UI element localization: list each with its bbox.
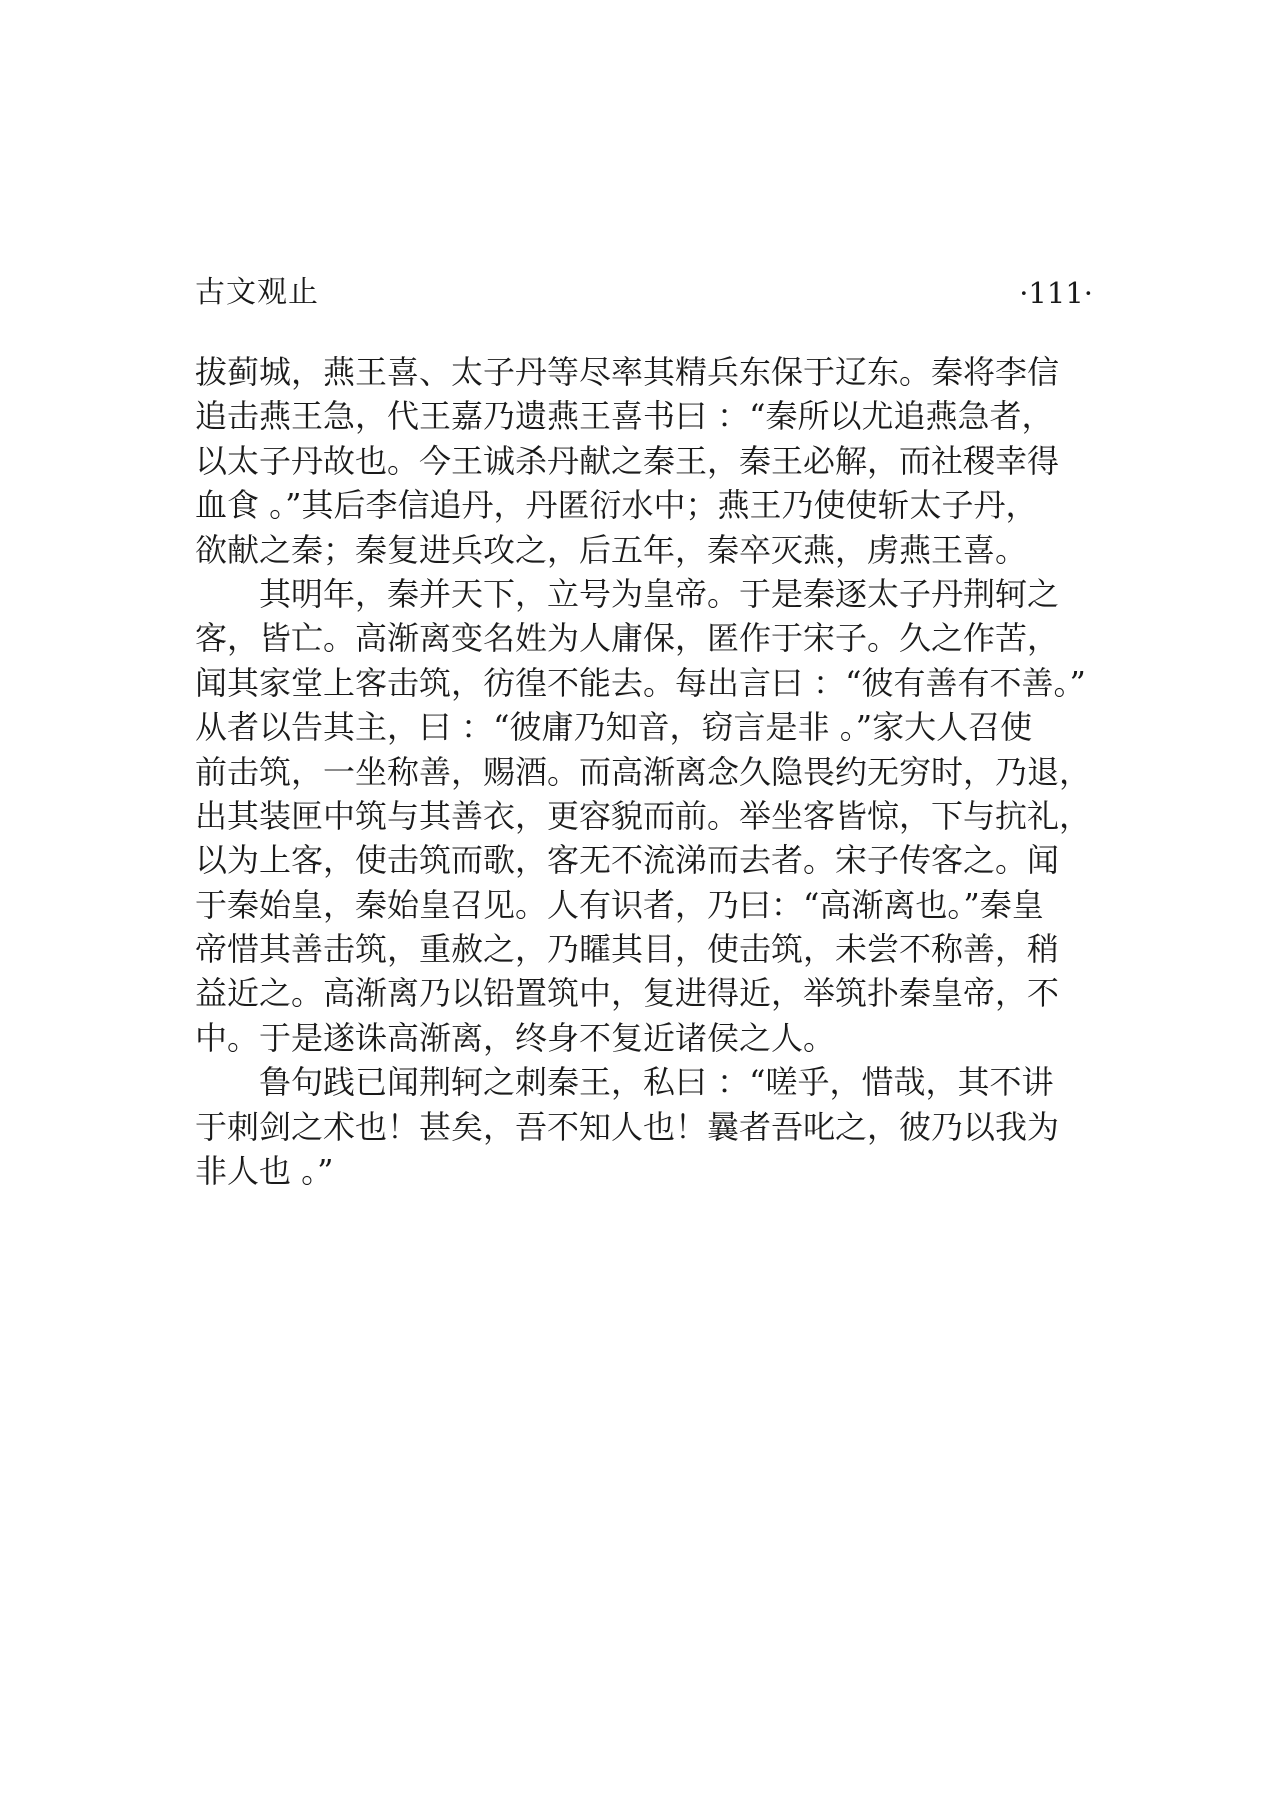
body-text [195, 350, 1135, 1193]
paragraph-start-line: 其明年，秦并天下，立号为皇帝。于是秦逐太子丹荆轲之 [195, 574, 1060, 613]
text-line: 中。于是遂诛高渐离，终身不复近诸侯之人。 [195, 1018, 836, 1057]
text-line: 欲献之秦；秦复进兵攻之，后五年，秦卒灭燕，虏燕王喜。 [195, 530, 1028, 569]
text-line: 以太子丹故也。今王诚杀丹献之秦王，秦王必解，而社稷幸得 [195, 441, 1060, 480]
paragraph-start-line: 鲁句践已闻荆轲之刺秦王，私曰 ：“嗟乎，惜哉，其不讲 [195, 1063, 1054, 1102]
text-line: 客，皆亡。高渐离变名姓为人庸保，匿作于宋子。久之作苦， [195, 619, 1060, 658]
text-line: 追击燕王急，代王嘉乃遗燕王喜书曰 ：“秦所以尤追燕急者， [195, 397, 1054, 436]
text-line: 闻其家堂上客击筑，彷徨不能去。每出言曰 ：“彼有善有不善。” [195, 663, 1086, 702]
text-line: 益近之。高渐离乃以铅置筑中，复进得近，举筑扑秦皇帝，不 [195, 974, 1060, 1013]
text-line: 以为上客，使击筑而歌，客无不流涕而去者。宋子传客之。闻 [195, 841, 1060, 880]
text-line: 从者以告其主，曰 ：“彼庸乃知音，窃言是非 。”家大人召使 [195, 708, 1033, 747]
text-line: 于刺剑之术也！甚矣，吾不知人也！曩者吾叱之，彼乃以我为 [195, 1107, 1060, 1146]
text-line: 出其装匣中筑与其善衣，更容貌而前。举坐客皆惊，下与抗礼， [195, 796, 1092, 835]
book-title: 古文观止 [195, 275, 319, 310]
text-line: 前击筑，一坐称善，赐酒。而高渐离念久隐畏约无穷时，乃退， [195, 752, 1092, 791]
page-number: ·111· [1019, 276, 1093, 310]
text-line: 非人也 。” [195, 1152, 334, 1191]
text-line: 拔蓟城，燕王喜、太子丹等尽率其精兵东保于辽东。秦将李信 [195, 353, 1060, 391]
text-line: 帝惜其善击筑，重赦之，乃矐其目，使击筑，未尝不称善，稍 [195, 930, 1060, 969]
text-line: 于秦始皇，秦始皇召见。人有识者，乃曰：“高渐离也。”秦皇 [195, 885, 1044, 924]
running-head [195, 270, 1093, 316]
text-line: 血食 。”其后李信追丹，丹匿衍水中；燕王乃使使斩太子丹， [195, 486, 1038, 525]
